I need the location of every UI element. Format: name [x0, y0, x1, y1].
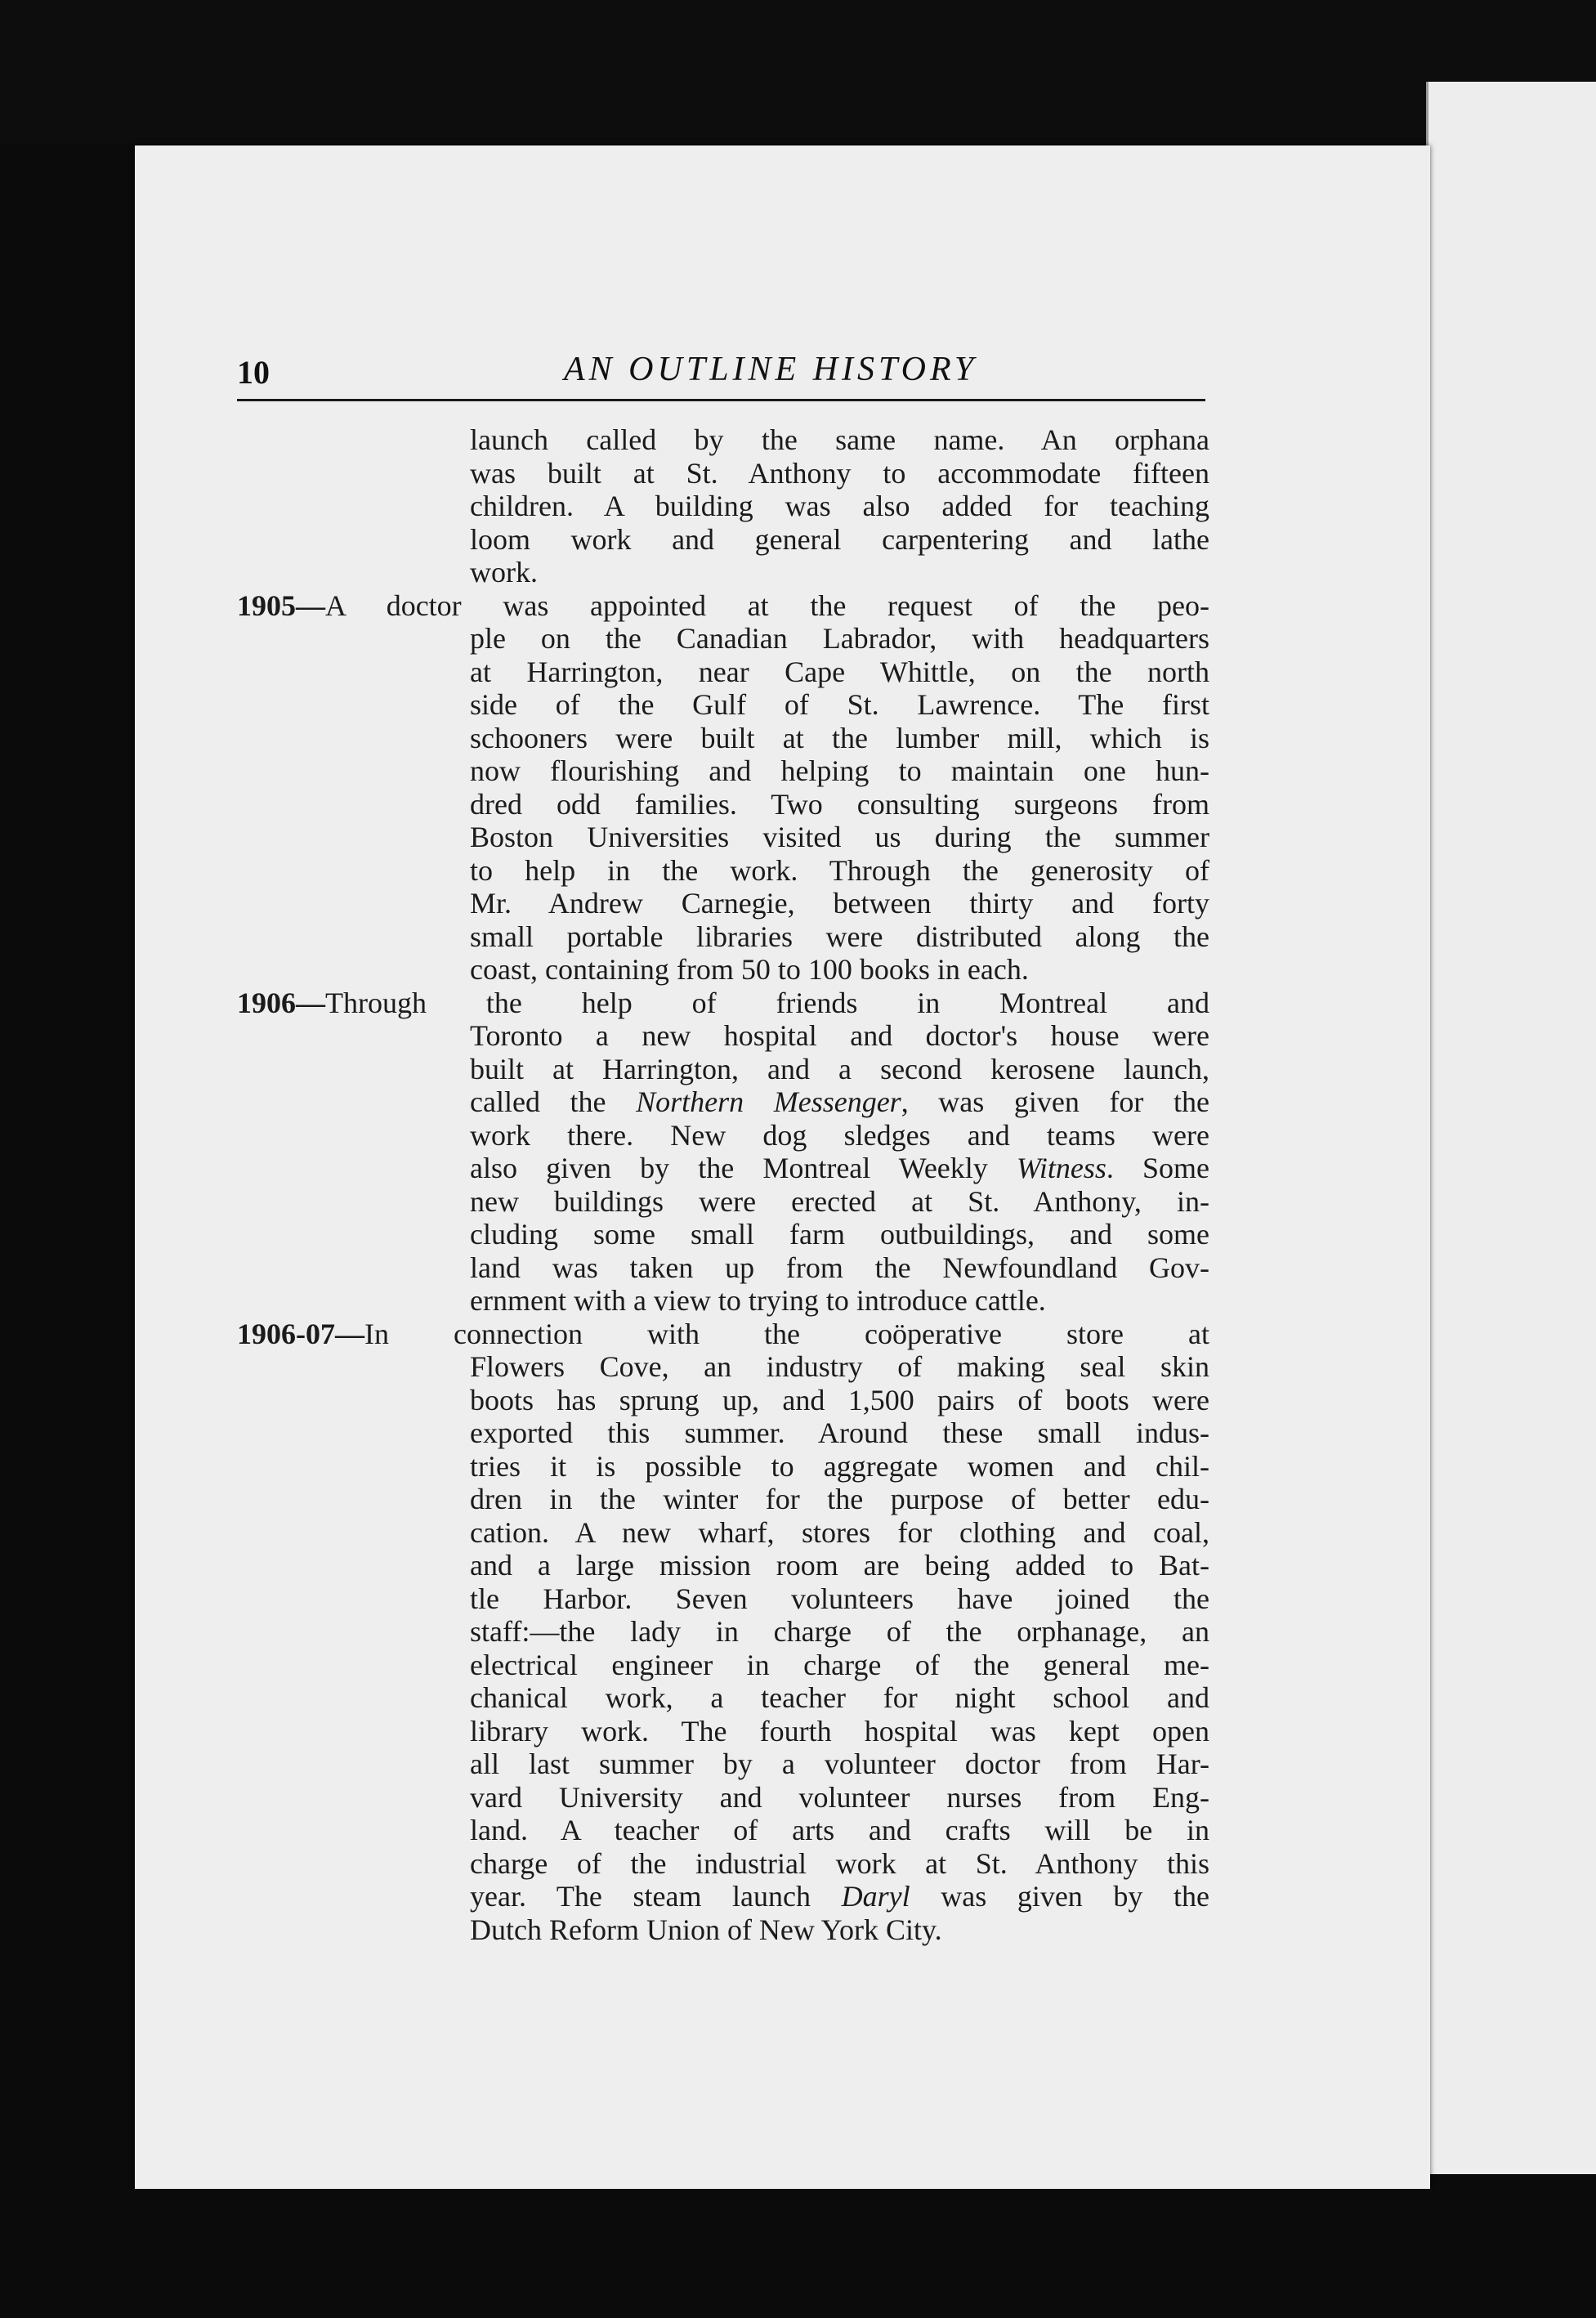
- line-text: cation. A new wharf, stores for clothing and coal,: [470, 1515, 1209, 1549]
- line-text: dren in the winter for the purpose of better edu-: [470, 1483, 1209, 1515]
- line-text: Boston Universities visited us during the summer: [470, 821, 1209, 853]
- text-line: [237, 854, 1209, 888]
- line-text: called the Northern Messenger, was given for the: [470, 1085, 1209, 1118]
- page-number: 10: [237, 354, 270, 391]
- text-line: [237, 1649, 1209, 1682]
- line-text: land was taken up from the Newfoundland Gov-: [470, 1251, 1209, 1284]
- year-label: 1906—: [237, 986, 325, 1019]
- text-line: [237, 1218, 1209, 1251]
- year-label: 1905—: [237, 588, 325, 622]
- line-text: Toronto a new hospital and doctor's house were: [470, 1019, 1209, 1052]
- text-line: [237, 1350, 1209, 1384]
- text-line: [237, 1582, 1209, 1616]
- text-line: [237, 1747, 1209, 1781]
- text-line: [237, 953, 1209, 987]
- line-text: small portable libraries were distributed along the: [470, 920, 1209, 953]
- text-line: [237, 1715, 1209, 1748]
- line-text: boots has sprung up, and 1,500 pairs of boots were: [470, 1383, 1209, 1416]
- line-text: year. The steam launch Daryl was given by the: [470, 1880, 1209, 1913]
- line-text: children. A building was also added for teaching: [470, 490, 1209, 522]
- text-line: [237, 688, 1209, 722]
- text-line: [237, 920, 1209, 954]
- text-line: [237, 1384, 1209, 1417]
- line-text: Dutch Reform Union of New York City.: [470, 1913, 942, 1946]
- text-line: [237, 1251, 1209, 1285]
- line-text: electrical engineer in charge of the general me-: [470, 1648, 1209, 1681]
- line-text: work there. New dog sledges and teams were: [470, 1118, 1209, 1152]
- line-text: vard University and volunteer nurses from Eng-: [470, 1780, 1209, 1814]
- text-line: [237, 1019, 1209, 1053]
- text-line: [237, 1781, 1209, 1815]
- text-line: [237, 1085, 1209, 1119]
- line-text: now flourishing and helping to maintain one hun-: [470, 754, 1209, 787]
- text-line: [237, 1053, 1209, 1086]
- text-line: [237, 1318, 1209, 1351]
- line-text: coast, containing from 50 to 100 books in each.: [470, 953, 1029, 986]
- line-text: launch called by the same name. An orphana: [470, 423, 1209, 456]
- line-text: built at Harrington, and a second kerosene launch,: [470, 1052, 1209, 1085]
- text-line: [237, 987, 1209, 1020]
- line-text: In connection with the coöperative store at: [364, 1317, 1209, 1350]
- line-text: was built at St. Anthony to accommodate fifteen: [470, 456, 1209, 490]
- line-text: charge of the industrial work at St. Anthony this: [470, 1846, 1209, 1880]
- line-text: side of the Gulf of St. Lawrence. The first: [470, 688, 1209, 721]
- line-text: to help in the work. Through the generosity of: [470, 853, 1209, 887]
- line-text: all last summer by a volunteer doctor from Har-: [470, 1747, 1209, 1780]
- running-title: AN OUTLINE HISTORY: [564, 351, 978, 388]
- line-text: Through the help of friends in Montreal and: [325, 986, 1209, 1019]
- line-text: and a large mission room are being added to Bat-: [470, 1549, 1209, 1582]
- text-line: [237, 1847, 1209, 1881]
- line-text: staff:—the lady in charge of the orphanage, an: [470, 1615, 1209, 1648]
- text-line: [237, 1284, 1209, 1318]
- text-line: [237, 556, 1209, 589]
- text-line: [237, 1516, 1209, 1550]
- line-text: Flowers Cove, an industry of making seal skin: [470, 1350, 1209, 1383]
- text-line: [237, 754, 1209, 788]
- text-line: [237, 622, 1209, 656]
- text-line: [237, 457, 1209, 490]
- line-text: loom work and general carpentering and lathe: [470, 522, 1209, 556]
- line-text: Mr. Andrew Carnegie, between thirty and forty: [470, 887, 1209, 920]
- text-line: [237, 722, 1209, 755]
- line-text: at Harrington, near Cape Whittle, on the north: [470, 655, 1209, 688]
- text-line: [237, 1416, 1209, 1450]
- line-text: tries it is possible to aggregate women and chil-: [470, 1449, 1209, 1483]
- text-line: [237, 1185, 1209, 1219]
- text-line: [237, 423, 1209, 457]
- line-text: ernment with a view to trying to introduce cattle.: [470, 1284, 1046, 1317]
- text-line: [237, 1913, 1209, 1947]
- text-line: [237, 1549, 1209, 1582]
- adjacent-page-edge: [1426, 82, 1596, 2174]
- scan-border-bottom: [0, 2190, 1596, 2318]
- year-label: 1906-07—: [237, 1317, 364, 1350]
- text-line: [237, 1483, 1209, 1516]
- text-line: [237, 1880, 1209, 1913]
- text-line: [237, 887, 1209, 920]
- line-text: dred odd families. Two consulting surgeons from: [470, 787, 1209, 821]
- line-text: cluding some small farm outbuildings, and some: [470, 1218, 1209, 1251]
- text-line: [237, 589, 1209, 623]
- line-text: schooners were built at the lumber mill, which is: [470, 721, 1209, 754]
- text-line: [237, 1152, 1209, 1185]
- text-line: [237, 1119, 1209, 1152]
- page-header: [237, 350, 1205, 401]
- text-line: [237, 1615, 1209, 1649]
- line-text: work.: [470, 556, 538, 588]
- text-line: [237, 1681, 1209, 1715]
- text-line: [237, 523, 1209, 557]
- line-text: A doctor was appointed at the request of the peo-: [325, 588, 1209, 622]
- line-text: chanical work, a teacher for night school and: [470, 1681, 1209, 1714]
- line-text: also given by the Montreal Weekly Witness. Some: [470, 1152, 1209, 1184]
- line-text: exported this summer. Around these small indus-: [470, 1416, 1209, 1449]
- line-text: land. A teacher of arts and crafts will be in: [470, 1814, 1209, 1846]
- text-line: [237, 1450, 1209, 1483]
- line-text: new buildings were erected at St. Anthony, in-: [470, 1184, 1209, 1218]
- text-line: [237, 821, 1209, 854]
- page-body-text: [237, 423, 1209, 1946]
- text-line: [237, 490, 1209, 523]
- line-text: tle Harbor. Seven volunteers have joined the: [470, 1582, 1209, 1615]
- line-text: library work. The fourth hospital was kept open: [470, 1714, 1209, 1747]
- text-line: [237, 788, 1209, 821]
- scan-border-top: [0, 0, 1596, 143]
- text-line: [237, 1814, 1209, 1847]
- text-line: [237, 656, 1209, 689]
- line-text: ple on the Canadian Labrador, with headquarters: [470, 622, 1209, 655]
